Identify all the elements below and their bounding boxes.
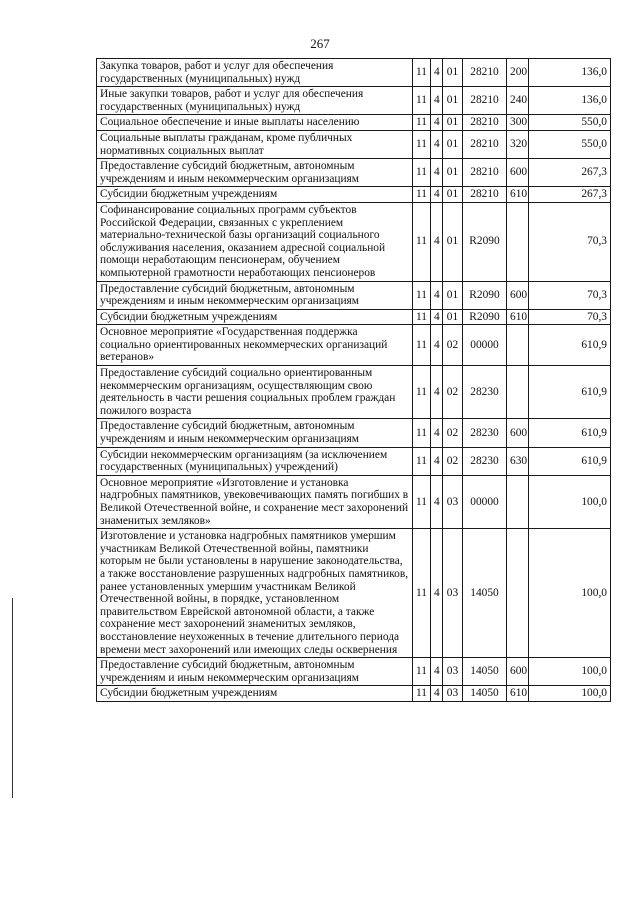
program-code: 02 [443, 419, 463, 447]
expense-type-code: 200 [507, 59, 529, 87]
table-row [97, 325, 611, 366]
subsection-code: 4 [431, 366, 443, 419]
table-row [97, 202, 611, 281]
target-code: 00000 [463, 475, 507, 528]
table-row [97, 187, 611, 203]
row-name: Закупка товаров, работ и услуг для обеспечения государственных (муниципальных) нужд [97, 59, 413, 87]
row-name: Предоставление субсидий бюджетным, автономным учреждениям и иным некоммерческим организациям [97, 658, 413, 686]
table-row [97, 419, 611, 447]
amount: 267,3 [529, 159, 611, 187]
section-code: 11 [413, 59, 431, 87]
row-name: Предоставление субсидий бюджетным, автономным учреждениям и иным некоммерческим организациям [97, 281, 413, 309]
table-row [97, 309, 611, 325]
expense-type-code: 610 [507, 309, 529, 325]
row-name: Предоставление субсидий бюджетным, автономным учреждениям и иным некоммерческим организациям [97, 159, 413, 187]
target-code: 00000 [463, 325, 507, 366]
program-code: 01 [443, 159, 463, 187]
amount: 100,0 [529, 658, 611, 686]
target-code: 14050 [463, 658, 507, 686]
section-code: 11 [413, 325, 431, 366]
row-name: Социальные выплаты гражданам, кроме публичных нормативных социальных выплат [97, 130, 413, 158]
subsection-code: 4 [431, 187, 443, 203]
amount: 100,0 [529, 529, 611, 658]
expense-type-code: 610 [507, 686, 529, 702]
table-row [97, 686, 611, 702]
section-code: 11 [413, 130, 431, 158]
amount: 136,0 [529, 59, 611, 87]
program-code: 03 [443, 686, 463, 702]
program-code: 01 [443, 87, 463, 115]
expense-type-code: 600 [507, 159, 529, 187]
program-code: 03 [443, 529, 463, 658]
section-code: 11 [413, 87, 431, 115]
target-code: 28210 [463, 187, 507, 203]
amount: 70,3 [529, 309, 611, 325]
amount: 70,3 [529, 202, 611, 281]
program-code: 01 [443, 59, 463, 87]
row-name: Субсидии бюджетным учреждениям [97, 187, 413, 203]
row-name: Социальное обеспечение и иные выплаты населению [97, 115, 413, 131]
section-code: 11 [413, 159, 431, 187]
program-code: 01 [443, 115, 463, 131]
subsection-code: 4 [431, 419, 443, 447]
table-row [97, 475, 611, 528]
amount: 610,9 [529, 419, 611, 447]
section-code: 11 [413, 115, 431, 131]
program-code: 02 [443, 447, 463, 475]
section-code: 11 [413, 366, 431, 419]
target-code: 14050 [463, 686, 507, 702]
amount: 100,0 [529, 686, 611, 702]
target-code: 28210 [463, 159, 507, 187]
row-name: Иные закупки товаров, работ и услуг для обеспечения государственных (муниципальных) нужд [97, 87, 413, 115]
expense-type-code [507, 202, 529, 281]
subsection-code: 4 [431, 130, 443, 158]
program-code: 03 [443, 658, 463, 686]
row-name: Субсидии некоммерческим организациям (за исключением государственных (муниципальных) учреждений) [97, 447, 413, 475]
expense-type-code: 630 [507, 447, 529, 475]
expense-type-code [507, 529, 529, 658]
target-code: 28230 [463, 419, 507, 447]
table-row [97, 529, 611, 658]
subsection-code: 4 [431, 202, 443, 281]
amount: 267,3 [529, 187, 611, 203]
section-code: 11 [413, 281, 431, 309]
subsection-code: 4 [431, 658, 443, 686]
budget-table [96, 58, 611, 702]
target-code: R2090 [463, 281, 507, 309]
section-code: 11 [413, 529, 431, 658]
subsection-code: 4 [431, 309, 443, 325]
table-row [97, 87, 611, 115]
subsection-code: 4 [431, 447, 443, 475]
subsection-code: 4 [431, 529, 443, 658]
row-name: Основное мероприятие «Изготовление и установка надгробных памятников, увековечивающих память погибших в Великой Отечественной войне, и сохранение мест захоронений знаменитых земляков» [97, 475, 413, 528]
program-code: 01 [443, 309, 463, 325]
target-code: 28210 [463, 87, 507, 115]
amount: 136,0 [529, 87, 611, 115]
table-row [97, 115, 611, 131]
program-code: 02 [443, 325, 463, 366]
target-code: 14050 [463, 529, 507, 658]
subsection-code: 4 [431, 159, 443, 187]
target-code: 28230 [463, 447, 507, 475]
row-name: Софинансирование социальных программ субъектов Российской Федерации, связанных с укреплением материально-технической базы организаций социального обслуживания населения, оказанием адресной социальной помощи неработающим пенсионерам, обучением компьютерной грамотности неработающих пенсионеров [97, 202, 413, 281]
subsection-code: 4 [431, 281, 443, 309]
program-code: 01 [443, 130, 463, 158]
expense-type-code: 320 [507, 130, 529, 158]
row-name: Предоставление субсидий социально ориентированным некоммерческим организациям, осуществляющим свою деятельность в части решения социальных проблем граждан пожилого возраста [97, 366, 413, 419]
amount: 550,0 [529, 130, 611, 158]
row-name: Субсидии бюджетным учреждениям [97, 309, 413, 325]
section-code: 11 [413, 447, 431, 475]
amount: 610,9 [529, 325, 611, 366]
section-code: 11 [413, 187, 431, 203]
target-code: 28210 [463, 59, 507, 87]
table-row [97, 159, 611, 187]
row-name: Субсидии бюджетным учреждениям [97, 686, 413, 702]
program-code: 01 [443, 187, 463, 203]
section-code: 11 [413, 309, 431, 325]
target-code: 28230 [463, 366, 507, 419]
subsection-code: 4 [431, 325, 443, 366]
table-row [97, 59, 611, 87]
amount: 70,3 [529, 281, 611, 309]
expense-type-code: 600 [507, 658, 529, 686]
table-row [97, 281, 611, 309]
table-row [97, 366, 611, 419]
section-code: 11 [413, 475, 431, 528]
program-code: 01 [443, 202, 463, 281]
program-code: 01 [443, 281, 463, 309]
table-body [97, 59, 611, 702]
expense-type-code [507, 325, 529, 366]
target-code: R2090 [463, 309, 507, 325]
expense-type-code: 600 [507, 419, 529, 447]
scan-margin-line [12, 598, 13, 798]
expense-type-code [507, 366, 529, 419]
row-name: Основное мероприятие «Государственная поддержка социально ориентированных некоммерческих организаций ветеранов» [97, 325, 413, 366]
table-row [97, 658, 611, 686]
subsection-code: 4 [431, 686, 443, 702]
table-row [97, 447, 611, 475]
expense-type-code [507, 475, 529, 528]
expense-type-code: 600 [507, 281, 529, 309]
subsection-code: 4 [431, 59, 443, 87]
target-code: R2090 [463, 202, 507, 281]
row-name: Предоставление субсидий бюджетным, автономным учреждениям и иным некоммерческим организациям [97, 419, 413, 447]
section-code: 11 [413, 202, 431, 281]
row-name: Изготовление и установка надгробных памятников умершим участникам Великой Отечественной войны, памятники которым не были установлены в нарушение законодательства, а также восстановление разрушенных надгробных памятников, ранее установленных умершим участникам Великой Отечественной войны, в порядке, установленном правительством Еврейской автономной области, а также сохранение мест захоронений знаменитых земляков, восстановление неухоженных в течение длительного периода времени мест захоронений или имеющих следы осквернения [97, 529, 413, 658]
expense-type-code: 300 [507, 115, 529, 131]
target-code: 28210 [463, 130, 507, 158]
section-code: 11 [413, 658, 431, 686]
target-code: 28210 [463, 115, 507, 131]
section-code: 11 [413, 686, 431, 702]
program-code: 02 [443, 366, 463, 419]
amount: 610,9 [529, 366, 611, 419]
program-code: 03 [443, 475, 463, 528]
amount: 100,0 [529, 475, 611, 528]
table-row [97, 130, 611, 158]
amount: 550,0 [529, 115, 611, 131]
subsection-code: 4 [431, 115, 443, 131]
expense-type-code: 610 [507, 187, 529, 203]
section-code: 11 [413, 419, 431, 447]
expense-type-code: 240 [507, 87, 529, 115]
subsection-code: 4 [431, 475, 443, 528]
amount: 610,9 [529, 447, 611, 475]
page-number: 267 [310, 36, 330, 51]
subsection-code: 4 [431, 87, 443, 115]
